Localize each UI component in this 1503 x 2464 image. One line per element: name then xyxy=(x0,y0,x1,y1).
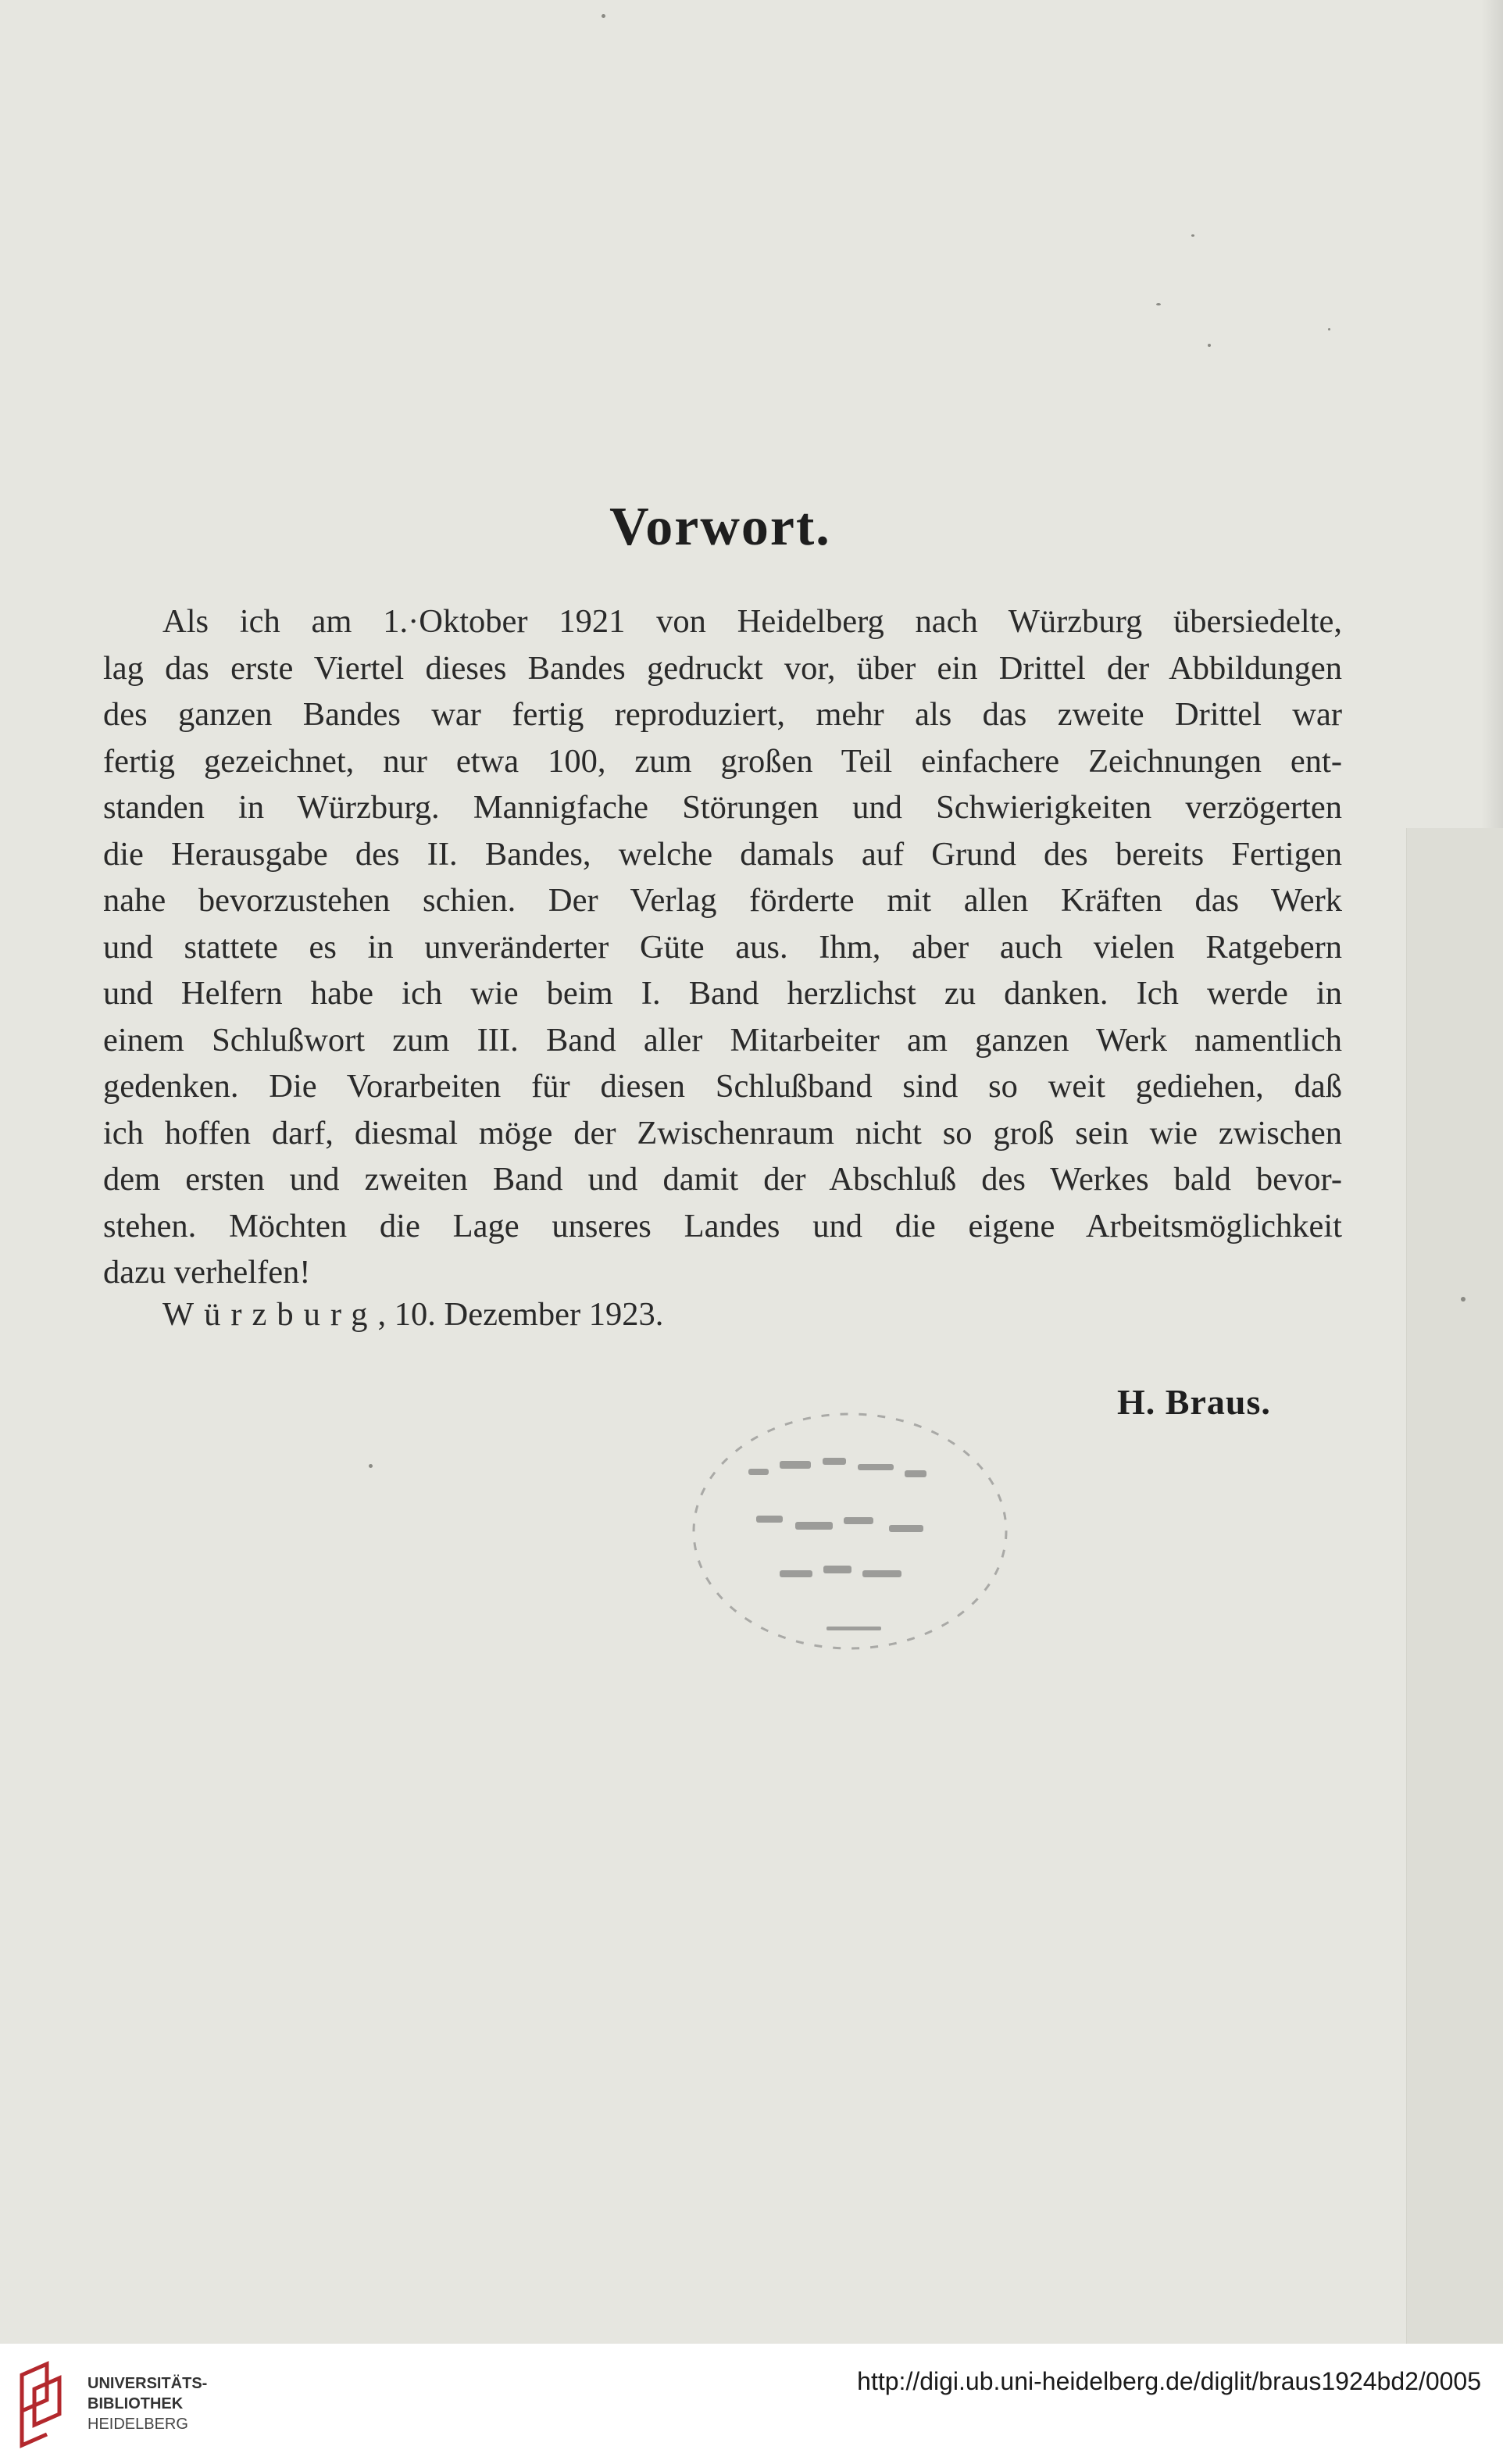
library-stamp-icon xyxy=(662,1383,1037,1680)
signature: H. Braus. xyxy=(1117,1382,1271,1422)
body-line: dazu verhelfen! xyxy=(103,1254,311,1291)
preface-body xyxy=(103,598,1342,1296)
body-line: gedenken. Die Vorarbeiten für diesen Schlußband sind so weit gediehen, daß xyxy=(103,1068,1342,1105)
body-line: und Helfern habe ich wie beim I. Band herzlichst zu danken. Ich werde in xyxy=(103,975,1342,1012)
body-line: dem ersten und zweiten Band und damit der Abschluß des Werkes bald bevor- xyxy=(103,1161,1342,1198)
ub-heidelberg-logo-icon xyxy=(16,2359,73,2450)
library-line-3: HEIDELBERG xyxy=(87,2416,188,2433)
dateline-date: , 10. Dezember 1923. xyxy=(377,1296,664,1333)
library-line-2: BIBLIOTHEK xyxy=(87,2395,184,2412)
permalink-url[interactable]: http://digi.ub.uni-heidelberg.de/diglit/braus1924bd2/0005 xyxy=(857,2367,1481,2395)
body-line: nahe bevorzustehen schien. Der Verlag förderte mit allen Kräften das Werk xyxy=(103,882,1342,919)
body-line: ich hoffen darf, diesmal möge der Zwischenraum nicht so groß sein wie zwischen xyxy=(103,1114,1342,1152)
body-line: und stattete es in unveränderter Güte aus. Ihm, aber auch vielen Ratgebern xyxy=(103,928,1342,966)
body-line: lag das erste Viertel dieses Bandes gedruckt vor, über ein Drittel der Abbildungen xyxy=(103,649,1342,687)
body-line: einem Schlußwort zum III. Band aller Mitarbeiter am ganzen Werk namentlich xyxy=(103,1021,1342,1059)
page-title: Vorwort. xyxy=(609,497,831,557)
body-line: fertig gezeichnet, nur etwa 100, zum großen Teil einfachere Zeichnungen ent- xyxy=(103,742,1342,780)
footer xyxy=(0,2344,1503,2464)
body-line: Als ich am 1.·Oktober 1921 von Heidelberg nach Würzburg übersiedelte, xyxy=(162,603,1342,640)
dateline xyxy=(162,1295,663,1334)
next-page-edge xyxy=(1406,828,1503,2344)
library-line-1: UNIVERSITÄTS- xyxy=(87,2375,208,2392)
body-line: stehen. Möchten die Lage unseres Landes und die eigene Arbeitsmöglichkeit xyxy=(103,1207,1342,1244)
body-line: standen in Würzburg. Mannigfache Störungen und Schwierigkeiten verzögerten xyxy=(103,789,1342,826)
dateline-place: Würzburg xyxy=(162,1296,378,1333)
body-line: des ganzen Bandes war fertig reproduziert, mehr als das zweite Drittel war xyxy=(103,696,1342,733)
body-line: die Herausgabe des II. Bandes, welche damals auf Grund des bereits Fertigen xyxy=(103,835,1342,873)
library-name xyxy=(87,2373,207,2434)
